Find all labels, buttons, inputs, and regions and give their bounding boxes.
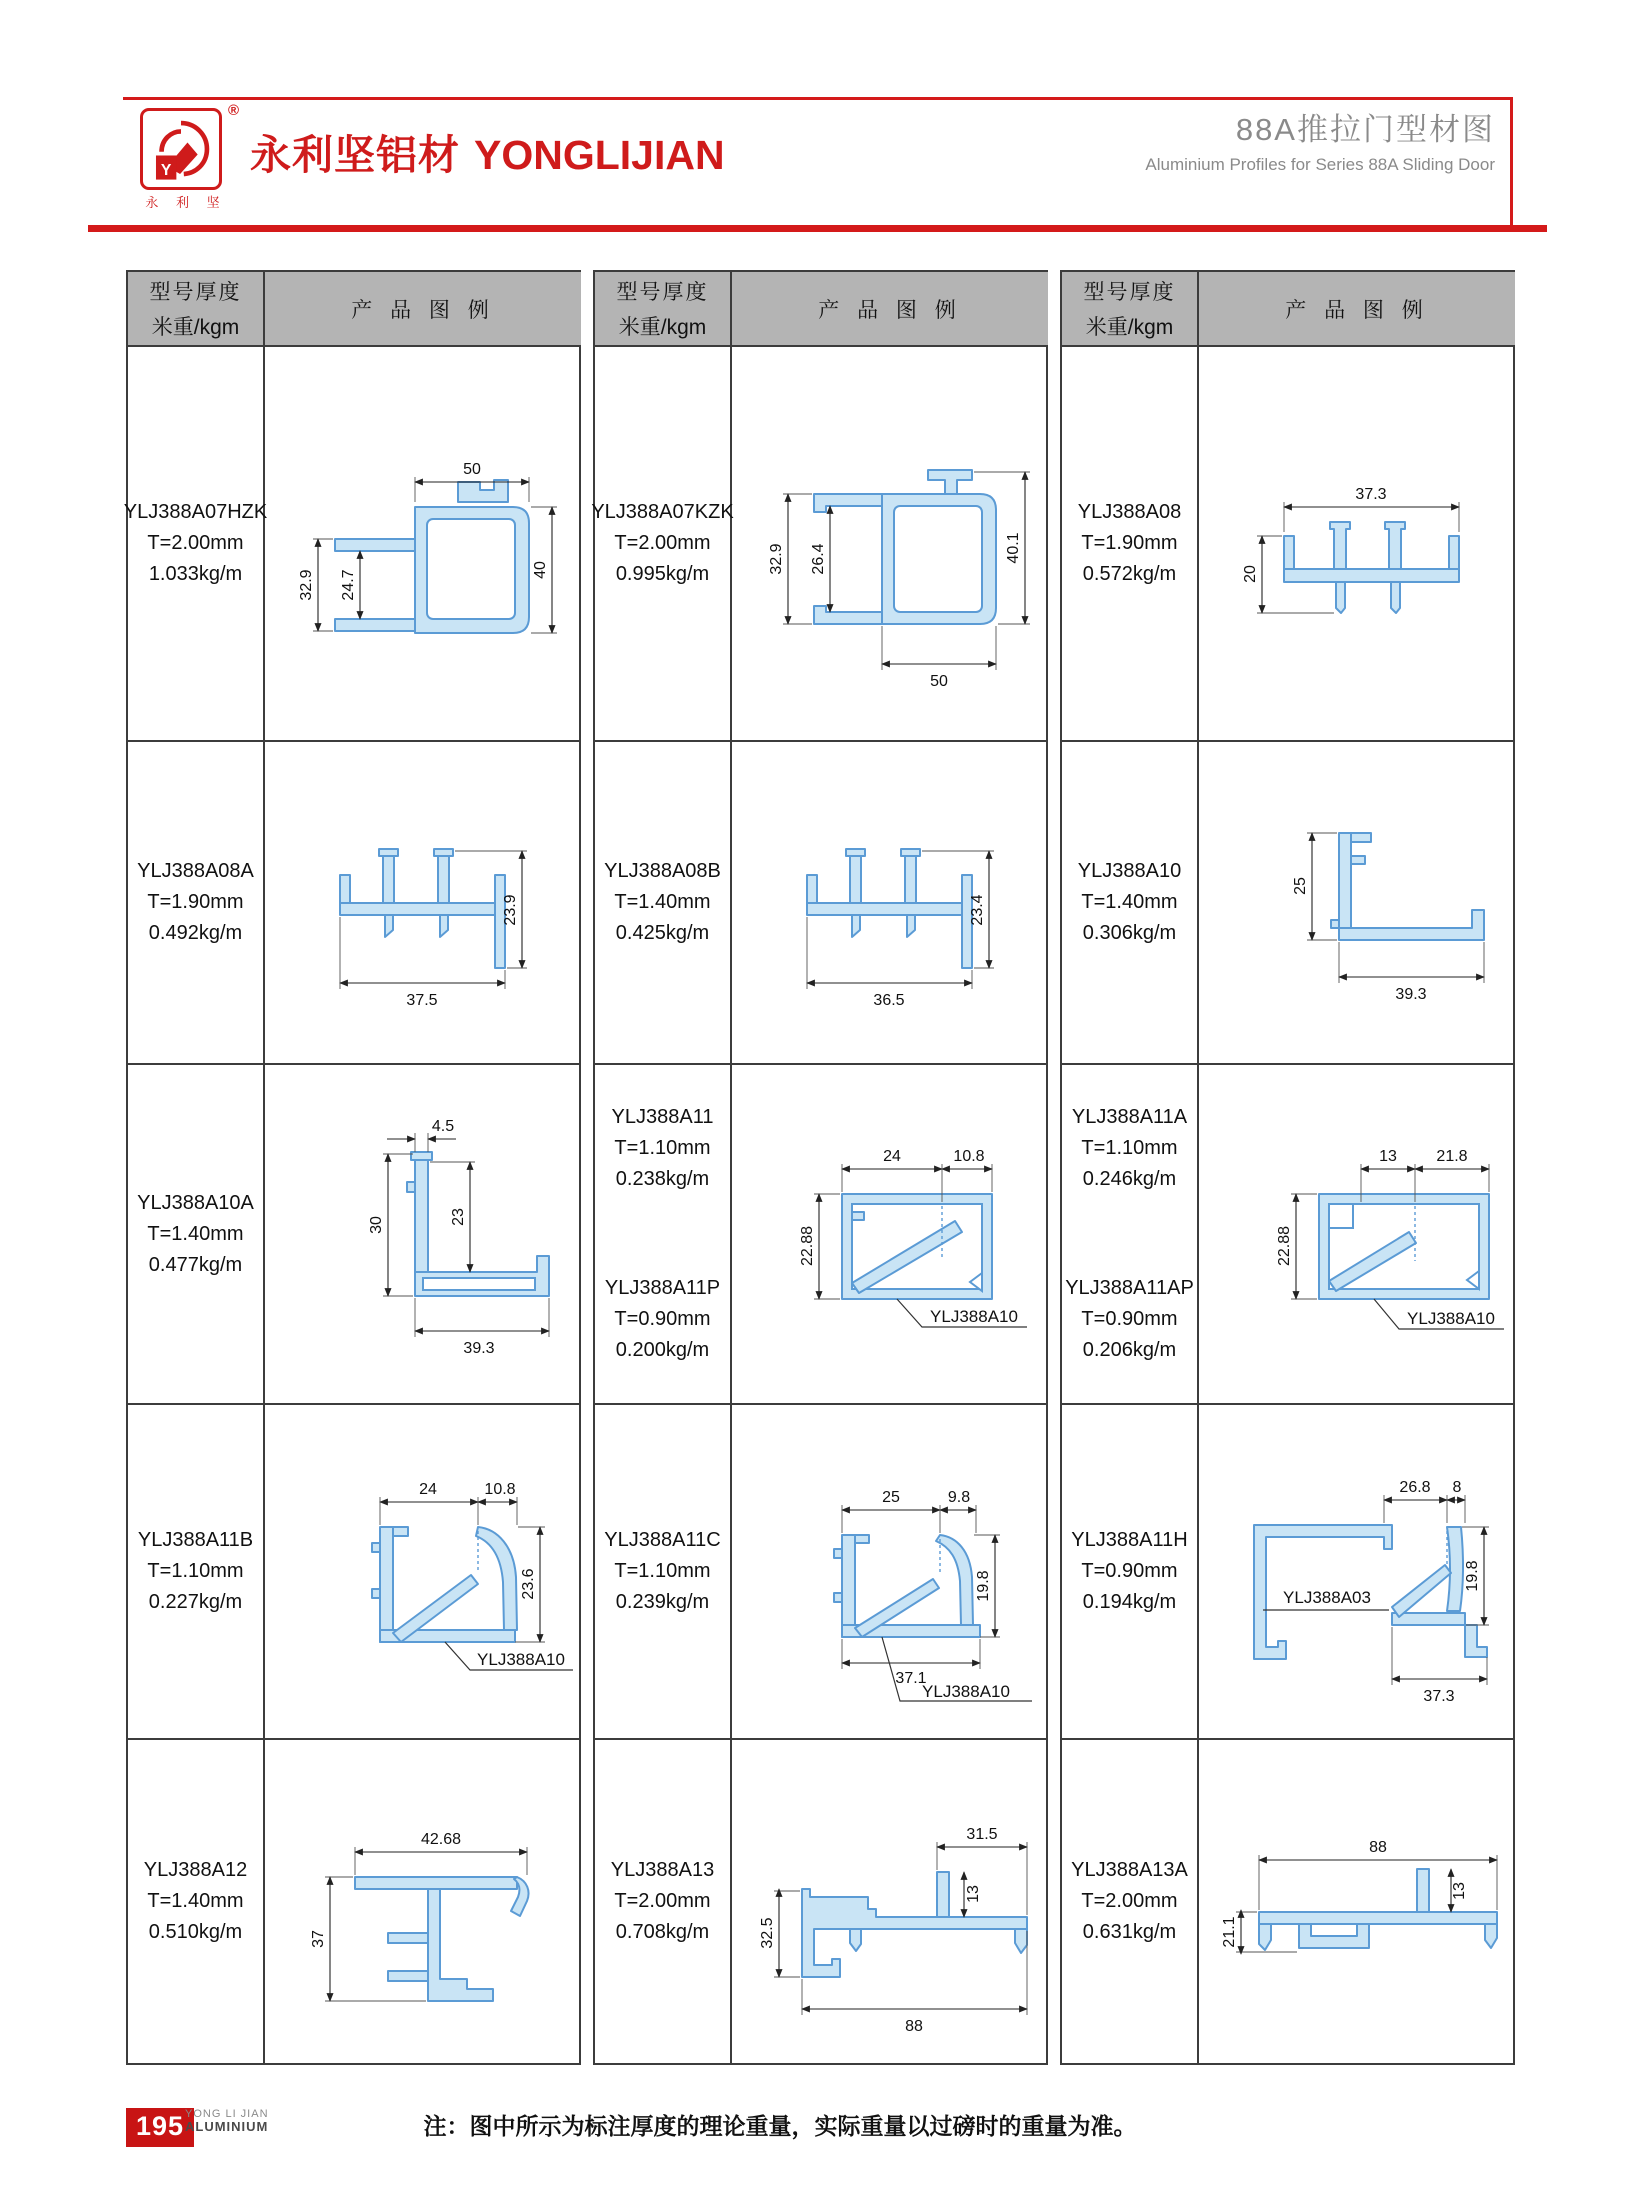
svg-text:8: 8 [1452,1478,1462,1496]
spec-YLJ388A11B: YLJ388A11B T=1.10mm 0.227kg/m [128,1405,265,1740]
spec-YLJ388A11H: YLJ388A11H T=0.90mm 0.194kg/m [1062,1405,1199,1740]
svg-text:13: 13 [965,1884,982,1903]
svg-text:23.6: 23.6 [520,1567,537,1600]
drawing-YLJ388A13 [732,1740,1048,2063]
svg-text:YLJ388A10: YLJ388A10 [477,1649,565,1669]
drawing-YLJ388A10A [265,1065,581,1405]
company-logo [140,102,240,211]
svg-text:23.4: 23.4 [969,893,986,926]
svg-text:19.8: 19.8 [975,1569,992,1602]
svg-text:39.3: 39.3 [463,1340,495,1357]
svg-text:42.68: 42.68 [420,1830,462,1848]
drawing-YLJ388A13A [1199,1740,1515,2063]
drawing-YLJ388A07HZK [265,347,581,742]
header-bottom-rule [88,225,1547,232]
spec-YLJ388A12: YLJ388A12 T=1.40mm 0.510kg/m [128,1740,265,2063]
svg-text:22.88: 22.88 [799,1225,816,1267]
spec-YLJ388A11-A11P: YLJ388A11 T=1.10mm 0.238kg/m YLJ388A11P T=0.90mm 0.200kg/m [595,1065,732,1405]
table-group-2 [593,270,1048,2065]
svg-text:37.1: 37.1 [895,1669,927,1687]
svg-text:37: 37 [310,1929,327,1948]
registered-mark: ® [228,102,240,119]
drawing-YLJ388A08A [265,742,581,1065]
svg-text:39.3: 39.3 [1395,985,1427,1003]
svg-text:24.7: 24.7 [340,568,357,601]
svg-text:10.8: 10.8 [953,1148,985,1165]
drawing-YLJ388A08B [732,742,1048,1065]
svg-text:37.3: 37.3 [1423,1687,1455,1705]
spec-YLJ388A10A: YLJ388A10A T=1.40mm 0.477kg/m [128,1065,265,1405]
svg-text:36.5: 36.5 [873,991,905,1009]
drawing-YLJ388A07KZK [732,347,1048,742]
spec-YLJ388A08B: YLJ388A08B T=1.40mm 0.425kg/m [595,742,732,1065]
svg-text:24: 24 [419,1480,437,1498]
table-group-1 [123,270,581,2065]
col-header-drawing: 产 品 图 例 [265,272,581,347]
svg-text:26.8: 26.8 [1399,1478,1431,1496]
page-number-badge: 195 [126,2108,194,2147]
svg-text:23.9: 23.9 [502,893,519,926]
col-header-spec: 型号厚度 米重/kgm [1062,272,1199,347]
svg-text:21.8: 21.8 [1436,1148,1468,1165]
drawing-YLJ388A11A [1199,1065,1515,1405]
spec-YLJ388A13: YLJ388A13 T=2.00mm 0.708kg/m [595,1740,732,2063]
svg-text:26.4: 26.4 [810,542,827,575]
svg-text:25: 25 [882,1488,900,1506]
drawing-YLJ388A11H [1199,1405,1515,1740]
company-name [250,122,725,181]
svg-text:20: 20 [1242,564,1259,583]
svg-text:10.8: 10.8 [484,1480,516,1498]
svg-text:21.1: 21.1 [1221,1915,1238,1948]
drawing-YLJ388A10 [1199,742,1515,1065]
spec-YLJ388A11A-A11AP: YLJ388A11A T=1.10mm 0.246kg/m YLJ388A11AP T=0.90mm 0.206kg/m [1062,1065,1199,1405]
svg-text:YLJ388A10: YLJ388A10 [1407,1309,1495,1328]
spec-YLJ388A08A: YLJ388A08A T=1.90mm 0.492kg/m [128,742,265,1065]
drawing-YLJ388A08 [1199,347,1515,742]
svg-text:37.3: 37.3 [1355,485,1387,503]
drawing-YLJ388A11 [732,1065,1048,1405]
svg-text:37.5: 37.5 [406,991,438,1009]
svg-text:YLJ388A10: YLJ388A10 [930,1307,1018,1326]
svg-text:88: 88 [905,2017,923,2035]
spec-YLJ388A08: YLJ388A08 T=1.90mm 0.572kg/m [1062,347,1199,742]
svg-text:9.8: 9.8 [947,1488,971,1506]
svg-text:40: 40 [532,560,549,579]
header-right-rule [1510,97,1513,232]
drawing-YLJ388A11C [732,1405,1048,1740]
spec-YLJ388A07KZK: YLJ388A07KZK T=2.00mm 0.995kg/m [595,347,732,742]
spec-YLJ388A11C: YLJ388A11C T=1.10mm 0.239kg/m [595,1405,732,1740]
spec-YLJ388A07HZK: YLJ388A07HZK T=2.00mm 1.033kg/m [128,347,265,742]
svg-text:25: 25 [1292,876,1309,895]
logo-letter: Y [160,161,172,179]
svg-text:32.9: 32.9 [768,542,785,575]
page-title: 88A推拉门型材图 [1235,112,1495,147]
drawing-YLJ388A11B [265,1405,581,1740]
svg-text:32.5: 32.5 [759,1916,776,1949]
spec-YLJ388A13A: YLJ388A13A T=2.00mm 0.631kg/m [1062,1740,1199,2063]
company-name-cn: 永利坚铝材 [250,132,460,178]
logo-mark-icon [140,108,222,190]
company-name-en: YONGLIJIAN [474,132,725,178]
col-header-spec: 型号厚度 米重/kgm [128,272,265,347]
svg-text:13: 13 [1451,1881,1468,1900]
page-title-block [1145,104,1495,175]
table-group-3 [1060,270,1515,2065]
svg-text:50: 50 [463,460,481,478]
footer-brand: YONG LI JIAN ALUMINIUM [185,2108,269,2135]
page-subtitle: Aluminium Profiles for Series 88A Sliding Door [1145,155,1495,174]
svg-text:19.8: 19.8 [1464,1559,1481,1592]
logo-subtext: 永 利 坚 [145,195,227,210]
svg-text:31.5: 31.5 [966,1825,998,1843]
svg-text:4.5: 4.5 [431,1118,455,1135]
svg-text:40.1: 40.1 [1005,531,1022,564]
col-header-drawing: 产 品 图 例 [732,272,1048,347]
svg-text:23: 23 [450,1208,467,1226]
col-header-spec: 型号厚度 米重/kgm [595,272,732,347]
svg-text:50: 50 [930,672,948,690]
svg-text:YLJ388A10: YLJ388A10 [922,1681,1010,1701]
svg-text:32.9: 32.9 [298,568,315,601]
col-header-drawing: 产 品 图 例 [1199,272,1515,347]
svg-text:13: 13 [1379,1148,1397,1165]
footer-note: 注：图中所示为标注厚度的理论重量，实际重量以过磅时的重量为准。 [423,2113,1137,2139]
header-top-rule [123,97,1513,100]
svg-text:88: 88 [1369,1838,1387,1856]
svg-text:22.88: 22.88 [1276,1225,1293,1267]
svg-text:24: 24 [883,1148,901,1165]
spec-YLJ388A10: YLJ388A10 T=1.40mm 0.306kg/m [1062,742,1199,1065]
svg-text:YLJ388A03: YLJ388A03 [1283,1587,1371,1607]
svg-text:30: 30 [368,1216,385,1234]
drawing-YLJ388A12 [265,1740,581,2063]
